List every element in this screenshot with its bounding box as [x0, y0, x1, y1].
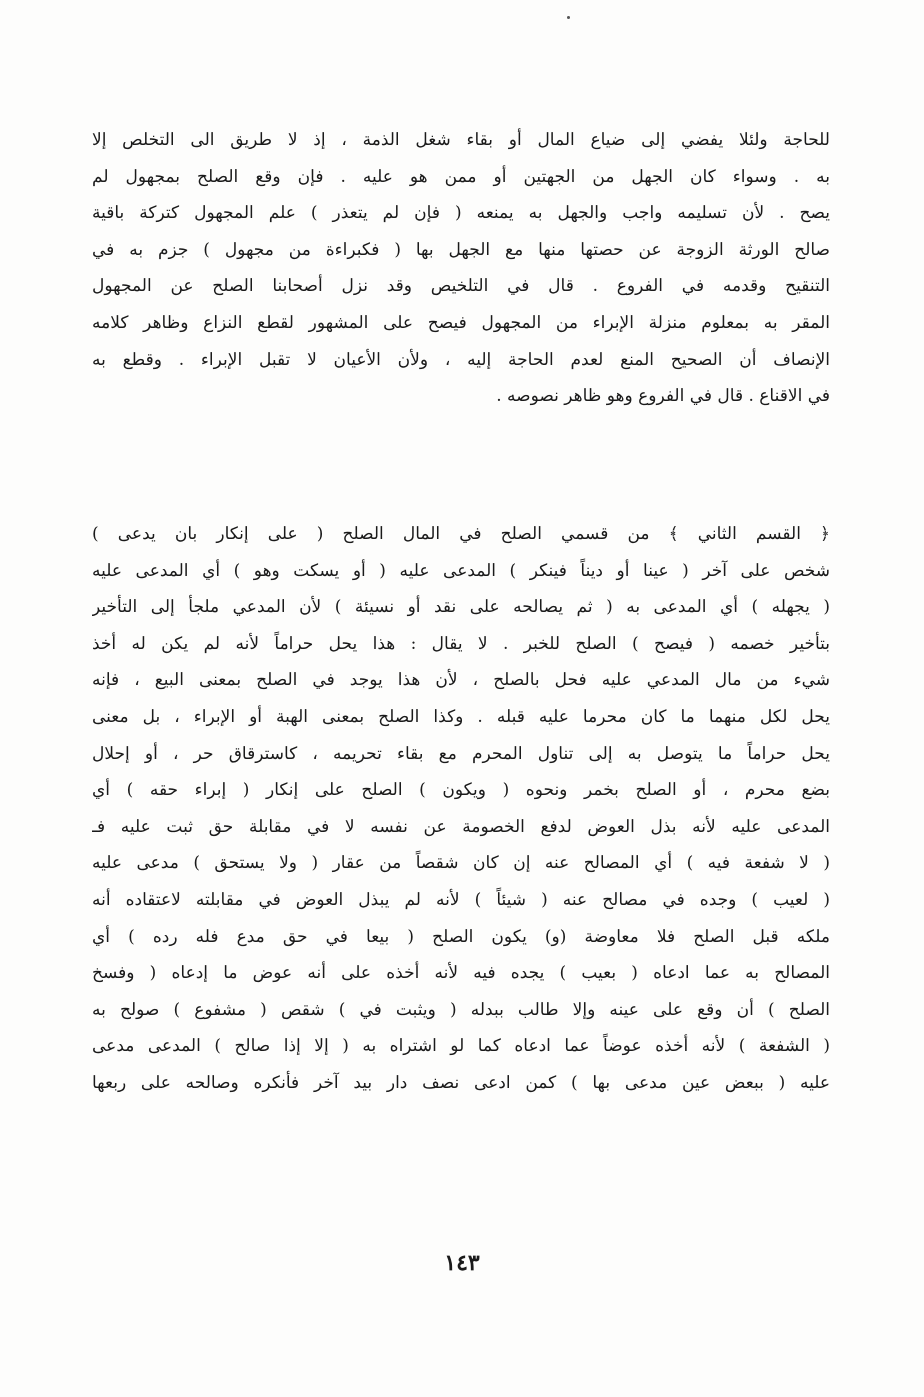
page-number: ١٤٣	[444, 1250, 480, 1276]
text-line: ملكه قبل الصلح فلا معاوضة (و) يكون الصلح ( بيعا في حق مدع فله رده ) أي	[92, 926, 830, 947]
text-line: به . وسواء كان الجهل من الجهتين أو ممن هو عليه . فإن وقع الصلح بمجهول لم	[92, 166, 830, 187]
scan-speck	[567, 16, 570, 19]
paragraph-2	[92, 516, 830, 1102]
text-line: التنقيح وقدمه في الفروع . قال في التلخيص وقد نزل أصحابنا الصلح عن المجهول	[92, 276, 830, 297]
text-line: المصالح به عما ادعاه ( بعيب ) يجده فيه لأنه أخذه على أنه عوض ما إدعاه ( وفسخ	[92, 963, 830, 984]
text-line: يصح . لأن تسليمه واجب والجهل به يمنعه ( فإن لم يتعذر ) علم المجهول كتركة باقية	[92, 203, 830, 224]
text-line: للحاجة ولئلا يفضي إلى ضياع المال أو بقاء شغل الذمة ، إذ لا طريق الى التخلص إلا	[92, 130, 830, 150]
text-line: بتأخير خصمه ( فيصح ) الصلح للخبر . لا يقال : هذا يحل حراماً لأنه لم يكن له أخذ	[92, 633, 830, 654]
text-line: المقر به بمعلوم منزلة الإبراء من المجهول فيصح على المشهور لقطع النزاع وظاهر كلامه	[92, 312, 830, 333]
text-line: ( الشفعة ) لأنه أخذه عوضاً عما ادعاه كما لو اشتراه به ( إلا إذا صالح ) المدعى مدعى	[92, 1036, 830, 1057]
text-line: صالح الورثة الزوجة عن حصتها منها مع الجهل بها ( فكبراءة من مجهول ) جزم به في	[92, 239, 830, 260]
text-line: الإنصاف أن الصحيح المنع لعدم الحاجة إليه ، ولأن الأعيان لا تقبل الإبراء . وقطع به	[92, 349, 830, 370]
section-heading-line: ﴿ القسم الثاني ﴾ من قسمي الصلح في المال الصلح ( على إنكار بان يدعى )	[92, 524, 830, 544]
text-line: ( لعيب ) وجده في مصالح عنه ( شيئاً ) لأنه لم يبذل العوض في مقابلته لاعتقاده أنه	[92, 889, 830, 910]
text-line: شخص على آخر ( عينا أو ديناً فينكر ) المدعى عليه ( أو يسكت وهو ) أي المدعى عليه	[92, 560, 830, 581]
text-line: يحل حراماً ما يتوصل به إلى تناول المحرم مع بقاء تحريمه ، كاسترقاق حر ، أو إحلال	[92, 743, 830, 764]
text-line: بضع محرم ، أو الصلح بخمر ونحوه ( ويكون ) الصلح على إنكار ( إبراء حقه ) أي	[92, 780, 830, 801]
text-line: ( يجهله ) أي المدعى به ( ثم يصالحه على نقد أو نسيئة ) لأن المدعي ملجأ إلى التأخير	[92, 597, 830, 618]
text-line: ( لا شفعة فيه ) أي المصالح عنه إن كان شقصاً من عقار ( ولا يستحق ) مدعى عليه	[92, 853, 830, 874]
text-line: الصلح ) أن وقع على عينه وإلا طالب ببدله ( ويثبت في ) شقص ( مشفوع ) صولح به	[92, 999, 830, 1020]
text-line: يحل لكل منهما ما كان محرما عليه قبله . وكذا الصلح بمعنى الهبة أو الإبراء ، بل معنى	[92, 706, 830, 727]
text-line: شيء من مال المدعي عليه فحل بالصلح ، لأن هذا يوجد في الصلح بمعنى البيع ، فإنه	[92, 670, 830, 691]
text-line: المدعى عليه لأنه بذل العوض لدفع الخصومة عن نفسه لا في مقابلة حق ثبت عليه فـ	[92, 816, 830, 837]
text-line: عليه ( ببعض عين مدعى بها ) كمن ادعى نصف دار بيد آخر فأنكره وصالحه على ربعها	[92, 1072, 830, 1093]
paragraph-1	[92, 122, 830, 415]
text-line: في الاقناع . قال في الفروع وهو ظاهر نصوصه .	[496, 386, 830, 407]
